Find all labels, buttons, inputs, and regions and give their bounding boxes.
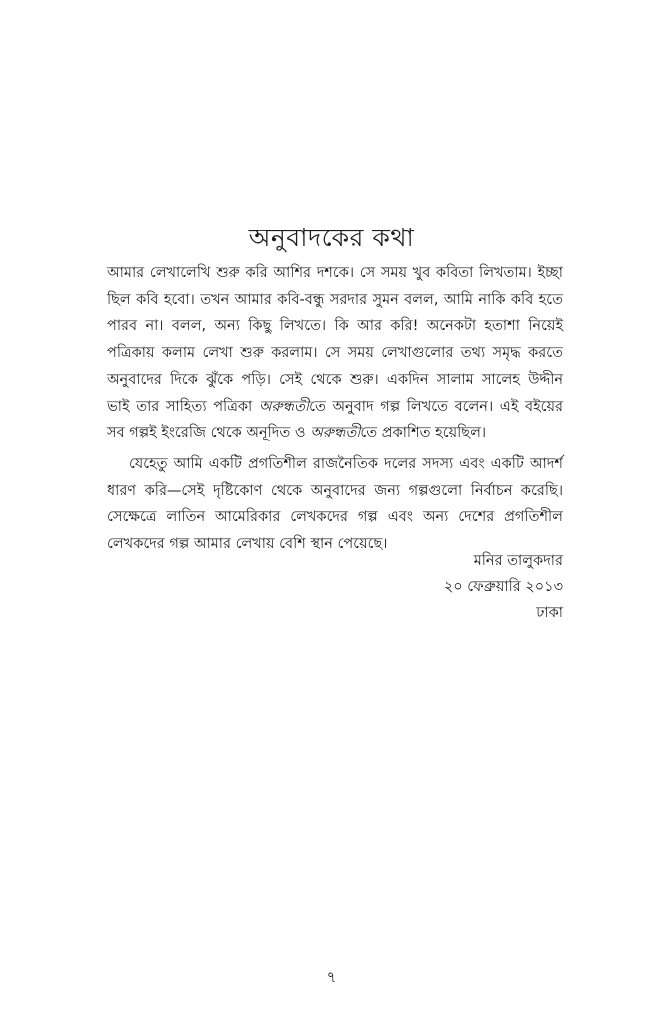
paragraph-1-line: পত্রিকায় কলাম লেখা শুরু করলাম। সে সময় লেখাগুলোর তথ্য সমৃদ্ধ করতে xyxy=(107,345,563,362)
paragraph-1-line xyxy=(107,394,563,421)
paragraph-1 xyxy=(107,260,563,447)
paragraph-2-line: যেহেতু আমি একটি প্রগতিশীল রাজনৈতিক দলের সদস্য এবং একটি আদর্শ xyxy=(129,455,563,472)
line-text: তে প্রকাশিত হয়েছিল। xyxy=(360,425,487,442)
magazine-name: অরুন্ধতী xyxy=(258,398,310,415)
line-text: তে অনুবাদ গল্প লিখতে বলেন। এই বইয়ের xyxy=(309,398,563,415)
signature-place: ঢাকা xyxy=(536,605,563,621)
paragraph-1-line: পারব না। বলল, অন্য কিছু লিখতে। কি আর করি! অনেকটা হতাশা নিয়েই xyxy=(107,318,563,335)
preface-body xyxy=(107,260,563,558)
paragraph-2 xyxy=(107,451,563,558)
page-number: ৭ xyxy=(326,968,337,986)
paragraph-1-line: আমার লেখালেখি শুরু করি আশির দশকে। সে সময় খুব কবিতা লিখতাম। ইচ্ছা xyxy=(107,265,563,281)
magazine-name: অরুন্ধতী xyxy=(310,425,361,442)
paragraph-1-line: অনুবাদের দিকে ঝুঁকে পড়ি। সেই থেকে শুরু। একদিন সালাম সালেহ উদ্দীন xyxy=(107,371,563,388)
author-name: মনির তালুকদার xyxy=(473,553,563,569)
line-text: সব গল্পই ইংরেজি থেকে অনূদিত ও xyxy=(107,425,311,442)
paragraph-2-line: লেখকদের গল্প আমার লেখায় বেশি স্থান পেয়েছে। xyxy=(107,536,388,553)
line-text: ভাই তার সাহিত্য পত্রিকা xyxy=(107,398,259,415)
signature-date: ২০ ফেব্রুয়ারি ২০১৩ xyxy=(443,579,563,595)
paragraph-2-line: সেক্ষেত্রে লাতিন আমেরিকার লেখকদের গল্প এবং অন্য দেশের প্রগতিশীল xyxy=(107,509,563,526)
paragraph-2-line: ধারণ করি—সেই দৃষ্টিকোণ থেকে অনুবাদের জন্য গল্পগুলো নির্বাচন করেছি। xyxy=(107,482,563,499)
paragraph-1-line xyxy=(107,420,563,447)
signature-block xyxy=(444,548,563,626)
paragraph-1-line: ছিল কবি হবো। তখন আমার কবি-বন্ধু সরদার সুমন বলল, আমি নাকি কবি হতে xyxy=(107,291,563,308)
page-title: অনুবাদকের কথা xyxy=(248,223,415,252)
